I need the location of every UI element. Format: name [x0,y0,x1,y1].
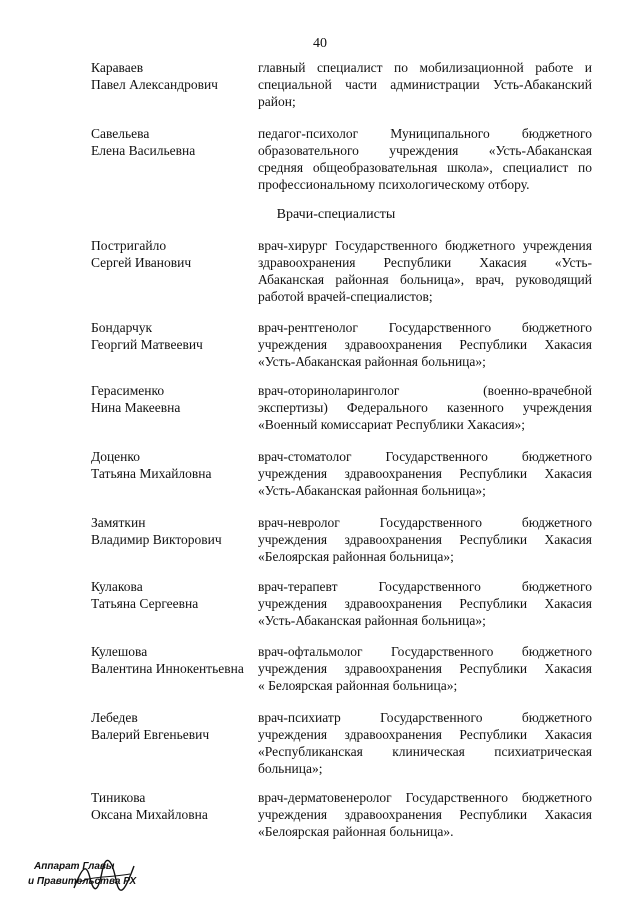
member-given-names: Валентина Иннокентьевна [91,661,244,676]
member-position [258,789,592,840]
position-text-line: «Республиканская клиническая психиатрическая [258,744,592,759]
section-heading: Врачи-специалисты [276,207,396,222]
member-given-names: Георгий Матвеевич [91,337,203,352]
member-given-names: Сергей Иванович [91,255,192,270]
member-given-names: Оксана Михайловна [91,807,208,822]
member-name [91,514,256,548]
page-number: 40 [313,36,327,51]
member-position [258,514,592,565]
member-position [258,578,592,629]
member-surname: Герасименко [91,383,165,398]
position-text-line: врач-дерматовенеролог Государственного бюджетного [258,790,592,805]
position-text-line: «Усть-Абаканская районная больница»; [258,354,486,369]
member-given-names: Владимир Викторович [91,532,222,547]
member-name [91,237,256,271]
member-name [91,578,256,612]
member-position [258,125,592,193]
position-text-line: средняя общеобразовательная школа», специалист по [258,160,592,175]
member-surname: Замяткин [91,515,146,530]
position-text-line: профессиональному психологическому отбору. [258,177,530,192]
member-surname: Караваев [91,60,144,75]
member-surname: Лебедев [91,710,138,725]
position-text-line: врач-хирург Государственного бюджетного учреждения [258,238,592,253]
handwritten-signature [72,858,136,894]
member-position [258,382,592,433]
member-given-names: Павел Александрович [91,77,218,92]
member-position [258,643,592,694]
member-surname: Савельева [91,126,150,141]
position-text-line: учреждения здравоохранения Республики Хакасия [258,596,592,611]
member-position [258,448,592,499]
member-position [258,237,592,305]
member-surname: Бондарчук [91,320,153,335]
member-given-names: Валерий Евгеньевич [91,727,210,742]
position-text-line: «Усть-Абаканская районная больница»; [258,483,486,498]
member-name [91,319,256,353]
position-text-line: врач-психиатр Государственного бюджетного [258,710,592,725]
position-text-line: учреждения здравоохранения Республики Хакасия [258,727,592,742]
position-text-line: учреждения здравоохранения Республики Хакасия [258,337,592,352]
member-given-names: Елена Васильевна [91,143,196,158]
member-surname: Доценко [91,449,141,464]
position-text-line: врач-стоматолог Государственного бюджетного [258,449,592,464]
position-text-line: учреждения здравоохранения Республики Хакасия [258,661,592,676]
stamp-line-2: и Правительства РХ [28,876,137,887]
member-position [258,59,592,110]
position-text-line: Абаканская районная больница», врач, руководящий [258,272,592,287]
member-surname: Тиникова [91,790,146,805]
position-text-line: экспертизы) Федерального казенного учреждения [258,400,592,415]
member-surname: Кулакова [91,579,143,594]
position-text-line: «Белоярская районная больница»; [258,549,454,564]
position-text-line: учреждения здравоохранения Республики Хакасия [258,532,592,547]
position-text-line: работой врачей-специалистов; [258,289,433,304]
position-text-line: «Белоярская районная больница». [258,824,454,839]
member-given-names: Нина Макеевна [91,400,181,415]
member-name [91,789,256,823]
position-text-line: специальной части администрации Усть-Абаканский [258,77,592,92]
stamp-line-1: Аппарат Главы [34,861,115,872]
position-text-line: педагог-психолог Муниципального бюджетного [258,126,592,141]
position-text-line: врач-рентгенолог Государственного бюджетного [258,320,592,335]
position-text-line: главный специалист по мобилизационной работе и [258,60,592,75]
position-text-line: врач-невролог Государственного бюджетного [258,515,592,530]
position-text-line: « Белоярская районная больница»; [258,678,458,693]
member-name [91,382,256,416]
member-name [91,125,256,159]
member-name [91,709,256,743]
member-position [258,709,592,777]
position-text-line: здравоохранения Республики Хакасия «Усть- [258,255,592,270]
member-surname: Кулешова [91,644,148,659]
member-given-names: Татьяна Михайловна [91,466,212,481]
position-text-line: «Усть-Абаканская районная больница»; [258,613,486,628]
position-text-line: больница»; [258,761,323,776]
position-text-line: учреждения здравоохранения Республики Хакасия [258,466,592,481]
position-text-line: учреждения здравоохранения Республики Хакасия [258,807,592,822]
member-given-names: Татьяна Сергеевна [91,596,199,611]
position-text-line: врач-офтальмолог Государственного бюджетного [258,644,592,659]
position-text-line: образовательного учреждения «Усть-Абаканская [258,143,592,158]
member-surname: Постригайло [91,238,167,253]
member-name [91,59,256,93]
member-position [258,319,592,370]
member-name [91,448,256,482]
member-name [91,643,256,677]
position-text-line: врач-оториноларинголог (военно-врачебной [258,383,592,398]
position-text-line: врач-терапевт Государственного бюджетного [258,579,592,594]
position-text-line: район; [258,94,296,109]
position-text-line: «Военный комиссариат Республики Хакасия»; [258,417,526,432]
signature-stamp [28,858,138,898]
